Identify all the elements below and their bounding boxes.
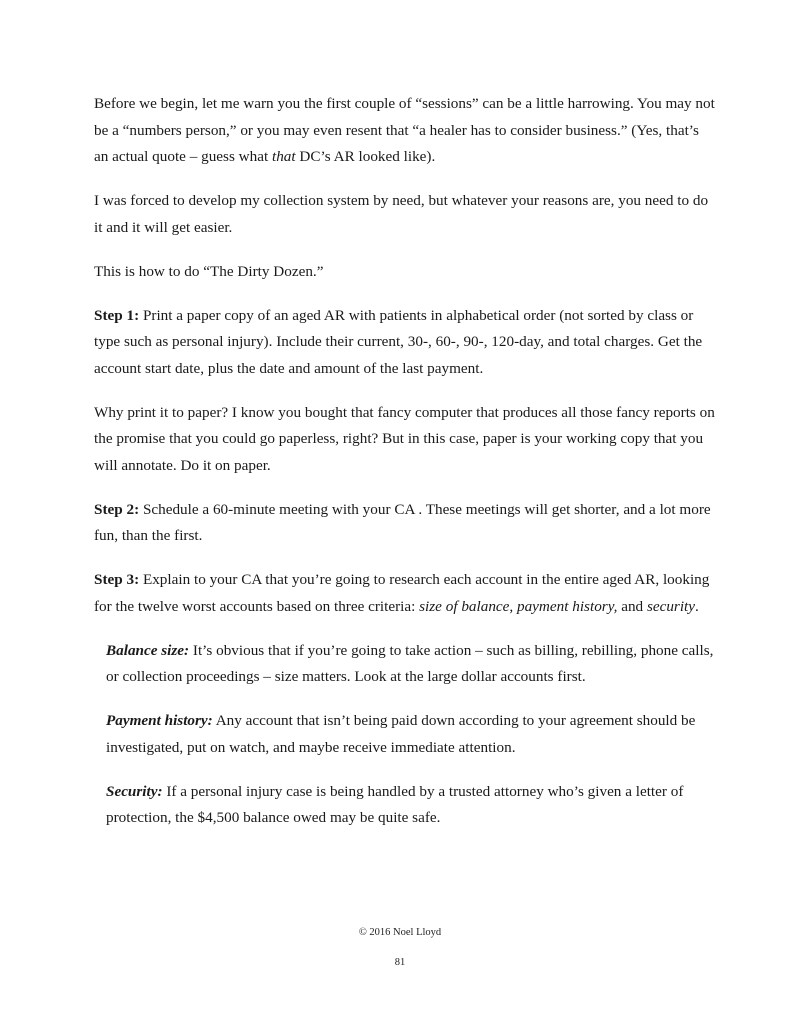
step-1-label: Step 1: xyxy=(94,306,140,324)
balance-size-label: Balance size: xyxy=(106,641,190,659)
payment-history-text: Any account that isn’t being paid down according to your agreement should be investigated, put on watch, and maybe receive immediate attention. xyxy=(106,712,696,756)
step-3-and: and xyxy=(617,597,647,615)
step-2-text: Schedule a 60-minute meeting with your CA . These meetings will get shorter, and a lot more fun, than the first. xyxy=(94,500,711,544)
security-label: Security: xyxy=(106,782,163,800)
payment-history-paragraph xyxy=(94,708,716,761)
collection-system-paragraph: I was forced to develop my collection system by need, but whatever your reasons are, you need to do it and it will get easier. xyxy=(94,192,709,236)
step-1-paragraph xyxy=(94,303,716,383)
security-text: If a personal injury case is being handled by a trusted attorney who’s given a letter of protection, the $4,500 balance owed may be quite safe. xyxy=(106,782,684,826)
step-3-paragraph xyxy=(94,567,716,620)
step-3-security: security xyxy=(646,597,696,615)
intro-emphasis: that xyxy=(271,148,296,165)
copyright-footer: © 2016 Noel Lloyd xyxy=(358,927,442,938)
step-3-end: . xyxy=(695,597,699,615)
step-3-criteria: size of balance, payment history, xyxy=(419,597,618,615)
balance-size-text: It’s obvious that if you’re going to take action – such as billing, rebilling, phone calls, or collection proceedings – size matters. Look at the large dollar accounts first. xyxy=(106,641,714,685)
step-3-label: Step 3: xyxy=(94,571,140,588)
page-body xyxy=(94,91,716,849)
payment-history-label: Payment history: xyxy=(106,712,213,729)
page-number: 81 xyxy=(394,957,406,968)
paper-paragraph: Why print it to paper? I know you bought that fancy computer that produces all those fancy reports on the promise that you could go paperless, right? But in this case, paper is your working copy that you will annotate. Do it on paper. xyxy=(94,403,715,474)
intro-text-a: Before we begin, let me warn you the first couple of “sessions” can be a little harrowing. You may not be a “numbers person,” or you may even resent that “a healer has to consider business.” (Yes, that’s an actual quote – guess what xyxy=(94,95,715,165)
step-2-paragraph xyxy=(94,497,716,550)
step-3-text: Explain to your CA that you’re going to research each account in the entire aged AR, looking for the twelve worst accounts based on three criteria: xyxy=(94,571,710,615)
dirty-dozen-paragraph: This is how to do “The Dirty Dozen.” xyxy=(94,262,324,280)
step-2-label: Step 2: xyxy=(94,500,140,518)
intro-paragraph xyxy=(94,91,716,171)
step-1-text: Print a paper copy of an aged AR with patients in alphabetical order (not sorted by class or type such as personal injury). Include their current, 30-, 60-, 90-, 120-day, and total charges. Get the account start date, plus the date and amount of the last payment. xyxy=(94,306,703,377)
balance-size-paragraph xyxy=(94,638,716,691)
security-paragraph xyxy=(94,779,716,832)
intro-text-c: DC’s AR looked like). xyxy=(295,148,436,165)
